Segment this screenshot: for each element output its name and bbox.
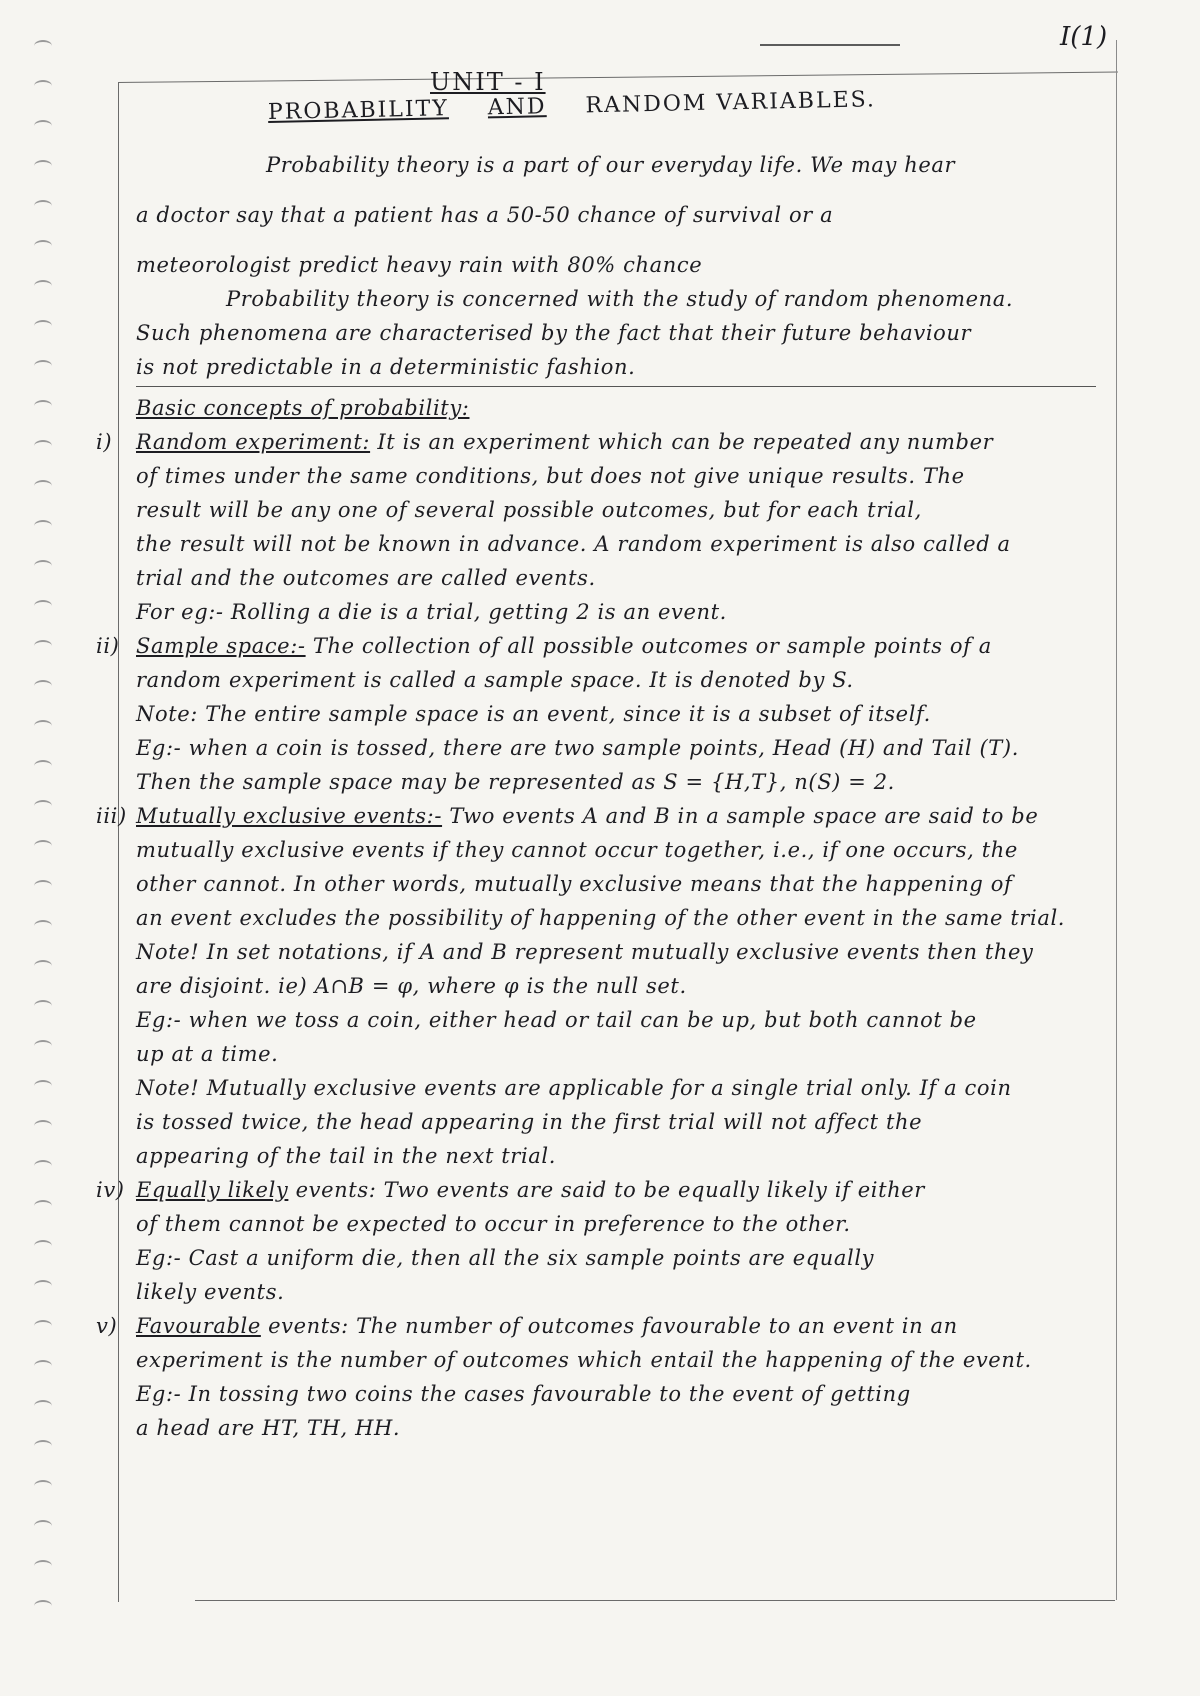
binding-hole	[34, 80, 52, 92]
section-line: mutually exclusive events if they cannot occur together, i.e., if one occurs, the	[136, 838, 1018, 862]
binding-hole	[34, 160, 52, 172]
intro-line: Probability theory is concerned with the study of random phenomena.	[226, 287, 1014, 311]
binding-hole	[34, 200, 52, 212]
section-line: are disjoint. ie) A∩B = φ, where φ is the null set.	[136, 974, 687, 998]
binding-hole	[34, 240, 52, 252]
section-line: Note! Mutually exclusive events are applicable for a single trial only. If a coin	[136, 1076, 1012, 1100]
binding-hole	[34, 520, 52, 532]
binding-hole	[34, 440, 52, 452]
section-line: For eg:- Rolling a die is a trial, getting 2 is an event.	[136, 600, 727, 624]
section-number: iii)	[96, 804, 127, 828]
binding-hole	[34, 960, 52, 972]
top-border-line	[118, 72, 1118, 83]
notes-body	[96, 148, 1096, 1445]
section-line: the result will not be known in advance. A random experiment is also called a	[136, 532, 1011, 556]
binding-hole	[34, 800, 52, 812]
section-line: Eg:- In tossing two coins the cases favourable to the event of getting	[136, 1382, 911, 1406]
binding-hole	[34, 280, 52, 292]
binding-hole	[34, 480, 52, 492]
page-title	[268, 87, 888, 125]
section-line: random experiment is called a sample space. It is denoted by S.	[136, 668, 854, 692]
section-line: likely events.	[136, 1280, 285, 1304]
section-term: Sample space:-	[136, 634, 306, 658]
section-number: iv)	[96, 1178, 125, 1202]
section-term: Favourable	[136, 1314, 261, 1338]
section-text: events: The number of outcomes favourable to an event in an	[260, 1314, 958, 1338]
section-term: Equally likely	[136, 1178, 289, 1202]
binding-hole	[34, 1400, 52, 1412]
section-number: ii)	[96, 634, 120, 658]
title-part: RANDOM VARIABLES.	[585, 87, 877, 119]
binding-hole	[34, 1360, 52, 1372]
binding-hole	[34, 1480, 52, 1492]
section-term: Mutually exclusive events:-	[136, 804, 443, 828]
binding-hole	[34, 1280, 52, 1292]
binding-hole	[34, 1560, 52, 1572]
section-line: Eg:- when we toss a coin, either head or tail can be up, but both cannot be	[136, 1008, 977, 1032]
section-first-line	[96, 799, 1096, 833]
section-number: i)	[96, 430, 113, 454]
section-term: Random experiment:	[136, 430, 371, 454]
section-text: The collection of all possible outcomes or sample points of a	[305, 634, 992, 658]
binding-hole	[34, 40, 52, 52]
section-line: Eg:- Cast a uniform die, then all the six sample points are equally	[136, 1246, 875, 1270]
section-line: result will be any one of several possible outcomes, but for each trial,	[136, 498, 922, 522]
left-margin-line	[118, 82, 119, 1602]
intro-line: is not predictable in a deterministic fashion.	[136, 355, 636, 379]
section-first-line	[96, 1309, 1096, 1343]
binding-hole	[34, 1000, 52, 1012]
binding-hole	[34, 1520, 52, 1532]
binding-hole	[34, 1600, 52, 1612]
section-line: a head are HT, TH, HH.	[136, 1416, 401, 1440]
binding-hole	[34, 680, 52, 692]
binding-hole	[34, 1440, 52, 1452]
section-text: It is an experiment which can be repeated any number	[370, 430, 994, 454]
top-scribble	[760, 30, 900, 46]
section-line: experiment is the number of outcomes which entail the happening of the event.	[136, 1348, 1032, 1372]
bottom-border-line	[195, 1600, 1115, 1601]
right-border-line	[1116, 40, 1117, 1600]
title-part: AND	[487, 94, 547, 121]
title-part: PROBABILITY	[267, 96, 450, 125]
section-text: Two events A and B in a sample space are said to be	[442, 804, 1039, 828]
binding-hole	[34, 840, 52, 852]
binding-holes	[28, 40, 68, 1660]
section-line: up at a time.	[136, 1042, 279, 1066]
binding-hole	[34, 120, 52, 132]
binding-hole	[34, 560, 52, 572]
binding-hole	[34, 1040, 52, 1052]
divider	[136, 386, 1096, 387]
intro-line: Probability theory is a part of our everyday life. We may hear	[266, 153, 956, 177]
section-line: of them cannot be expected to occur in preference to the other.	[136, 1212, 851, 1236]
binding-hole	[34, 1200, 52, 1212]
section-line: appearing of the tail in the next trial.	[136, 1144, 556, 1168]
binding-hole	[34, 760, 52, 772]
intro-line: meteorologist predict heavy rain with 80% chance	[136, 253, 703, 277]
binding-hole	[34, 1120, 52, 1132]
section-number: v)	[96, 1314, 118, 1338]
binding-hole	[34, 360, 52, 372]
section-line: Note: The entire sample space is an event, since it is a subset of itself.	[136, 702, 931, 726]
section-line: an event excludes the possibility of happening of the other event in the same trial.	[136, 906, 1066, 930]
page-number: I(1)	[1060, 22, 1108, 52]
section-line: Note! In set notations, if A and B represent mutually exclusive events then they	[136, 940, 1034, 964]
section-first-line	[96, 425, 1096, 459]
section-first-line	[96, 629, 1096, 663]
section-first-line	[96, 1173, 1096, 1207]
binding-hole	[34, 600, 52, 612]
binding-hole	[34, 720, 52, 732]
binding-hole	[34, 880, 52, 892]
binding-hole	[34, 1080, 52, 1092]
binding-hole	[34, 1240, 52, 1252]
binding-hole	[34, 640, 52, 652]
section-line: trial and the outcomes are called events.	[136, 566, 596, 590]
section-line: of times under the same conditions, but does not give unique results. The	[136, 464, 965, 488]
section-line: Eg:- when a coin is tossed, there are two sample points, Head (H) and Tail (T).	[136, 736, 1019, 760]
binding-hole	[34, 1160, 52, 1172]
binding-hole	[34, 920, 52, 932]
binding-hole	[34, 400, 52, 412]
section-line: other cannot. In other words, mutually exclusive means that the happening of	[136, 872, 1013, 896]
intro-line: Such phenomena are characterised by the fact that their future behaviour	[136, 321, 972, 345]
unit-heading: UNIT - I	[430, 68, 546, 96]
binding-hole	[34, 320, 52, 332]
section-line: is tossed twice, the head appearing in the first trial will not affect the	[136, 1110, 923, 1134]
binding-hole	[34, 1320, 52, 1332]
section-line: Then the sample space may be represented as S = {H,T}, n(S) = 2.	[136, 770, 895, 794]
intro-line: a doctor say that a patient has a 50-50 chance of survival or a	[136, 203, 834, 227]
section-heading: Basic concepts of probability:	[136, 396, 470, 420]
section-text: events: Two events are said to be equally likely if either	[288, 1178, 925, 1202]
